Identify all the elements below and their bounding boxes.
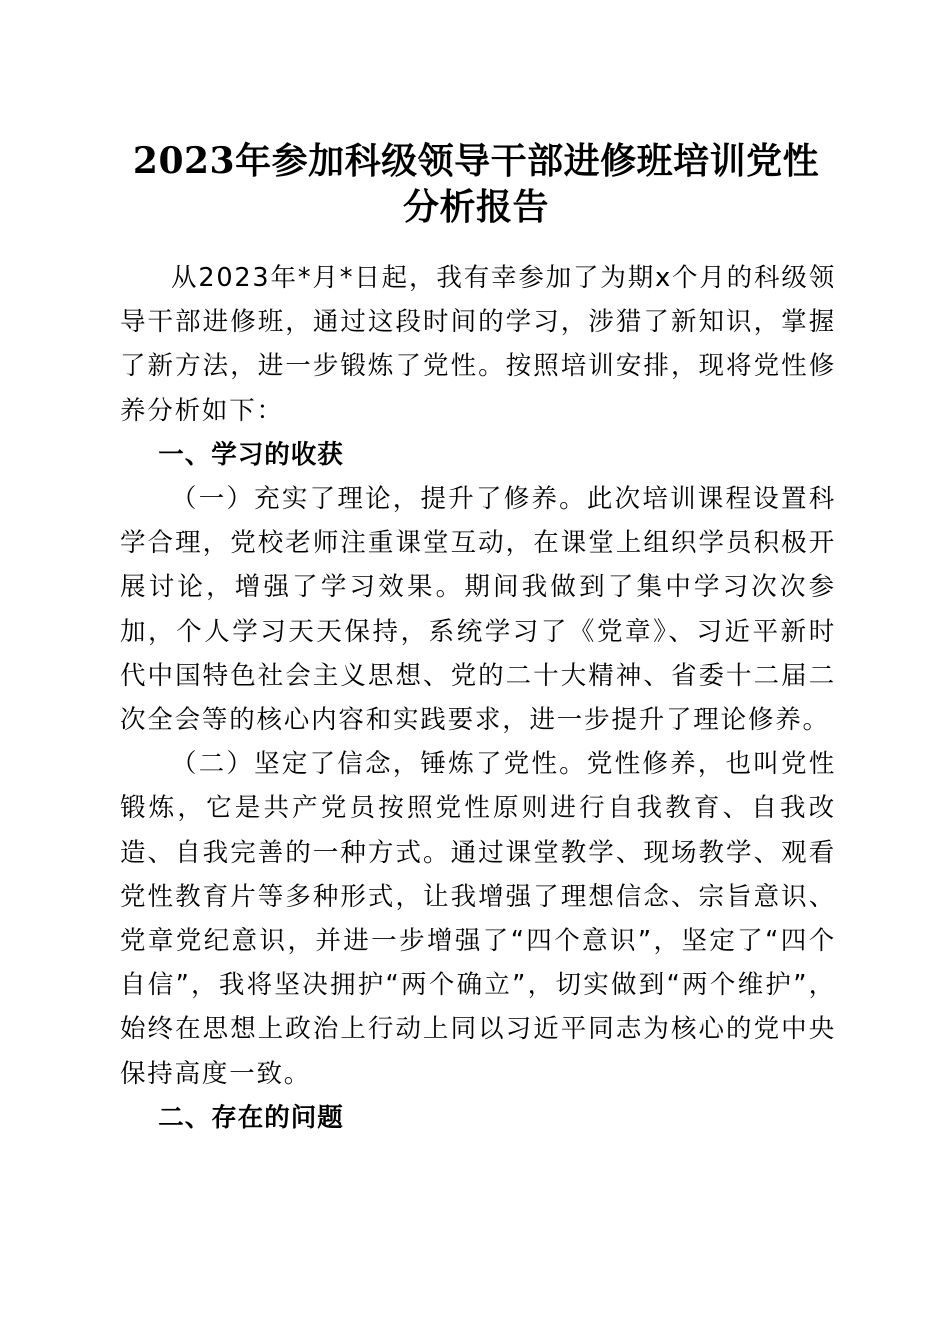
section-heading-problems: 二、存在的问题 — [158, 1102, 344, 1133]
section-heading-gains: 一、学习的收获 — [158, 439, 344, 470]
intro-paragraph: 从2023年*月*日起，我有幸参加了为期x个月的科级领导干部进修班，通过这段时间的学习，涉猎了新知识，掌握了新方法，进一步锻炼了党性。按照培训安排，现将党性修养分析如下： — [120, 263, 836, 426]
document-title: 2023年参加科级领导干部进修班培训党性分析报告 — [132, 140, 820, 228]
gains-item-belief: （二）坚定了信念，锤炼了党性。党性修养，也叫党性锻炼，它是共产党员按照党性原则进行自我教育、自我改造、自我完善的一种方式。通过课堂教学、现场教学、观看党性教育片等多种形式，让我增强了理想信念、宗旨意识、党章党纪意识，并进一步增强了“四个意识”，坚定了“四个自信”，我将坚决拥护“两个确立”，切实做到“两个维护”，始终在思想上政治上行动上同以习近平同志为核心的党中央保持高度一致。 — [120, 749, 836, 1089]
gains-item-theory: （一）充实了理论，提升了修养。此次培训课程设置科学合理，党校老师注重课堂互动，在课堂上组织学员积极开展讨论，增强了学习效果。期间我做到了集中学习次次参加，个人学习天天保持，系统学习了《党章》、习近平新时代中国特色社会主义思想、党的二十大精神、省委十二届二次全会等的核心内容和实践要求，进一步提升了理论修养。 — [120, 484, 836, 736]
document-body — [120, 256, 836, 1140]
